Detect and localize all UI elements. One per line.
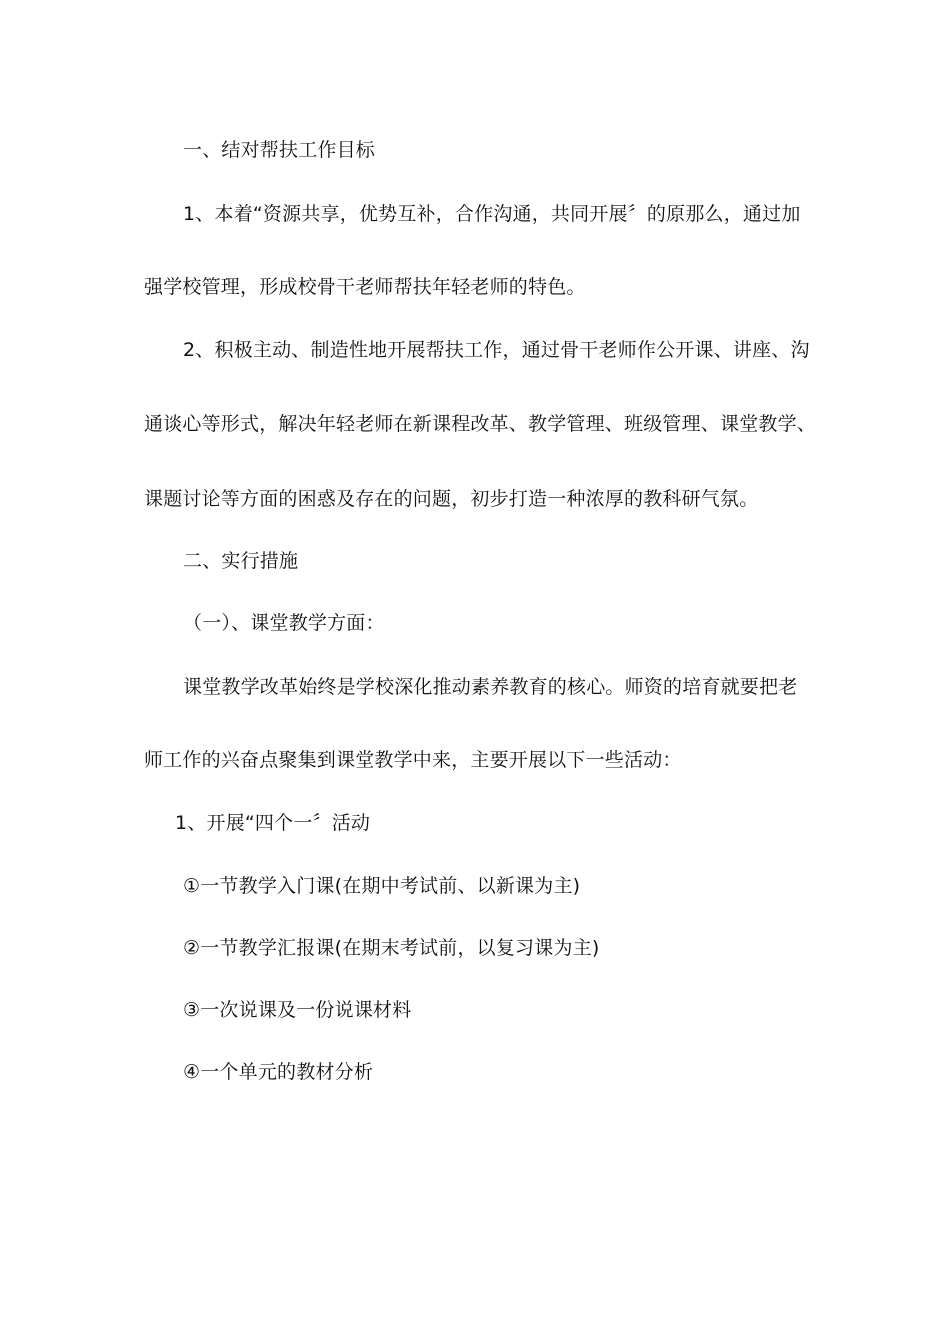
paragraph-line: 通谈心等形式，解决年轻老师在新课程改革、教学管理、班级管理、课堂教学、 bbox=[144, 413, 817, 435]
section-heading-measures: 二、实行措施 bbox=[183, 550, 299, 572]
paragraph-line: 强学校管理，形成校骨干老师帮扶年轻老师的特色。 bbox=[144, 276, 586, 298]
list-item: ③一次说课及一份说课材料 bbox=[183, 999, 412, 1021]
list-item: ④一个单元的教材分析 bbox=[183, 1061, 374, 1083]
paragraph-line: 课堂教学改革始终是学校深化推动素养教育的核心。师资的培育就要把老 bbox=[183, 676, 798, 698]
list-heading: 1、开展“四个一〞活动 bbox=[175, 812, 371, 834]
paragraph-line: 课题讨论等方面的困惑及存在的问题，初步打造一种浓厚的教科研气氛。 bbox=[144, 488, 759, 510]
subsection-heading: （一）、课堂教学方面： bbox=[183, 612, 385, 634]
list-item: ②一节教学汇报课(在期末考试前，以复习课为主) bbox=[183, 937, 600, 959]
section-heading-goals: 一、结对帮扶工作目标 bbox=[183, 139, 376, 161]
paragraph-line: 2、积极主动、制造性地开展帮扶工作，通过骨干老师作公开课、讲座、沟 bbox=[183, 339, 810, 361]
list-item: ①一节教学入门课(在期中考试前、以新课为主) bbox=[183, 875, 581, 897]
paragraph-line: 1、本着“资源共享，优势互补，合作沟通，共同开展〞的原那么，通过加 bbox=[183, 203, 801, 225]
paragraph-line: 师工作的兴奋点聚集到课堂教学中来，主要开展以下一些活动： bbox=[144, 749, 682, 771]
